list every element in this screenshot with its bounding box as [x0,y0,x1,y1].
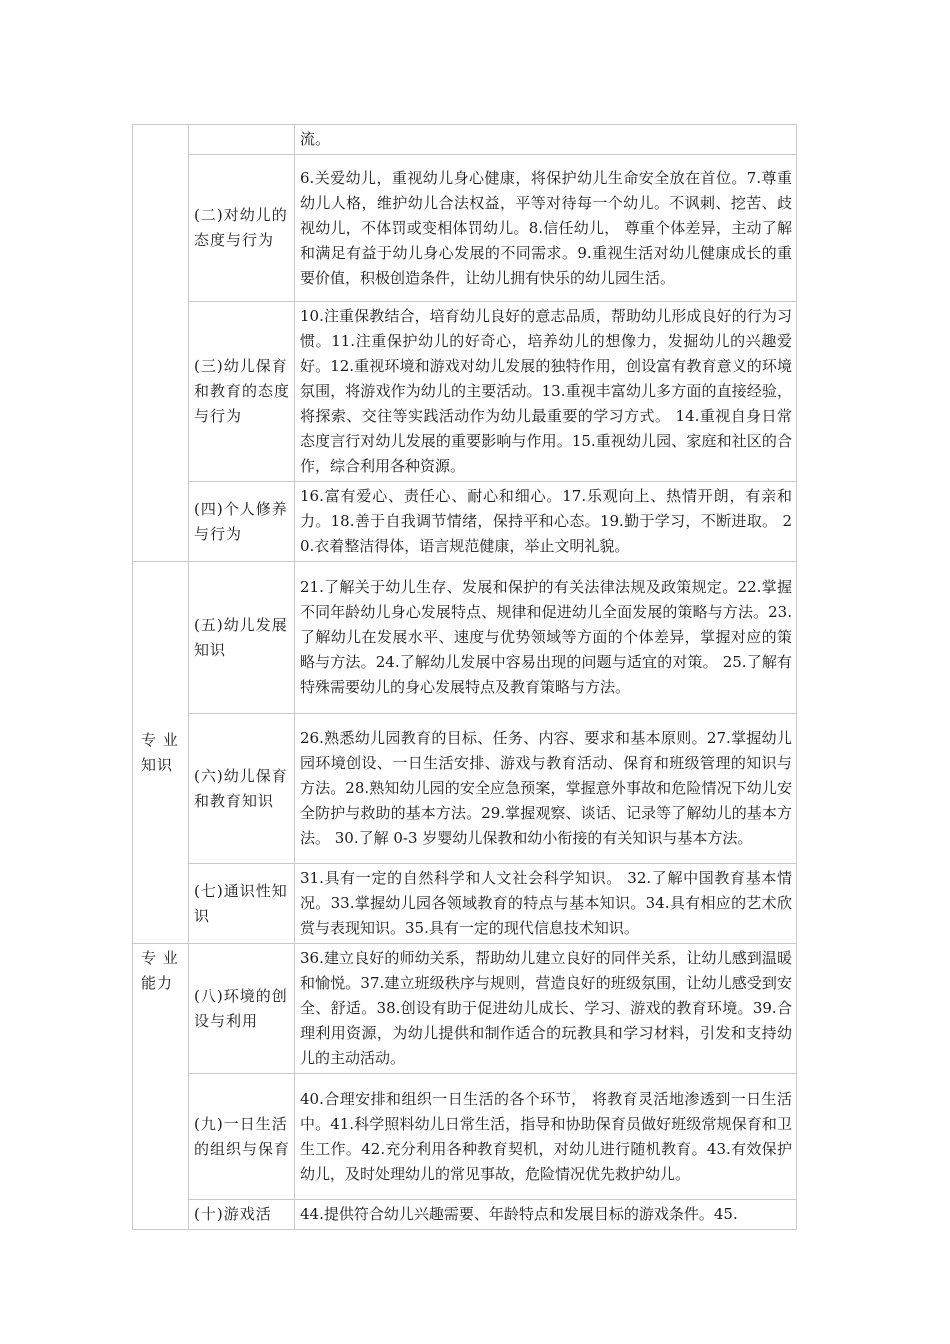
content-cell: 44.提供符合幼儿兴趣需要、年龄特点和发展目标的游戏条件。45. [295,1200,797,1230]
table-row [133,714,797,864]
category-cell-empty [133,125,189,562]
content-cell: 21.了解关于幼儿生存、发展和保护的有关法律法规及政策规定。22.掌握不同年龄幼儿身心发展特点、规律和促进幼儿全面发展的策略与方法。23.了解幼儿在发展水平、速度与优势领域等方面的个体差异，掌握对应的策略与方法。24.了解幼儿发展中容易出现的问题与适宜的对策。 25.了解有特殊需要幼儿的身心发展特点及教育策略与方法。 [295,562,797,714]
category-knowledge: 专 业 知识 [133,562,189,944]
table-row [133,155,797,302]
content-cell: 36.建立良好的师幼关系，帮助幼儿建立良好的同伴关系，让幼儿感到温暖和愉悦。37.建立班级秩序与规则，营造良好的班级氛围，让幼儿感受到安全、舒适。38.创设有助于促进幼儿成长、学习、游戏的教育环境。39.合理利用资源，为幼儿提供和制作适合的玩教具和学习材料，引发和支持幼儿的主动活动。 [295,944,797,1074]
table-row [133,562,797,714]
subcategory-cell: (九)一日生活的组织与保育 [189,1074,295,1200]
subcategory-cell: (四)个人修养与行为 [189,482,295,562]
table-row [133,302,797,482]
content-cell: 6.关爱幼儿，重视幼儿身心健康，将保护幼儿生命安全放在首位。7.尊重幼儿人格，维护幼儿合法权益，平等对待每一个幼儿。不讽刺、挖苦、歧视幼儿，不体罚或变相体罚幼儿。8.信任幼儿， 尊重个体差异，主动了解和满足有益于幼儿身心发展的不同需求。9.重视生活对幼儿健康成长的重要价值，积极创造条件，让幼儿拥有快乐的幼儿园生活。 [295,155,797,302]
table-row [133,125,797,155]
subcategory-cell: (七)通识性知识 [189,864,295,944]
table-row [133,864,797,944]
table-row [133,1074,797,1200]
table-row [133,482,797,562]
subcategory-cell: (十)游戏活 [189,1200,295,1230]
subcategory-cell: (三)幼儿保育和教育的态度与行为 [189,302,295,482]
subcategory-cell: (八)环境的创设与利用 [189,944,295,1074]
content-cell: 26.熟悉幼儿园教育的目标、任务、内容、要求和基本原则。27.掌握幼儿园环境创设、一日生活安排、游戏与教育活动、保育和班级管理的知识与方法。28.熟知幼儿园的安全应急预案，掌握意外事故和危险情况下幼儿安全防护与救助的基本方法。29.掌握观察、谈话、记录等了解幼儿的基本方法。 30.了解 0-3 岁婴幼儿保教和幼小衔接的有关知识与基本方法。 [295,714,797,864]
standards-table [132,124,797,1230]
table-row [133,944,797,1074]
subcategory-cell: (二)对幼儿的态度与行为 [189,155,295,302]
content-cell: 流。 [295,125,797,155]
content-cell: 10.注重保教结合，培育幼儿良好的意志品质，帮助幼儿形成良好的行为习惯。11.注重保护幼儿的好奇心，培养幼儿的想像力，发掘幼儿的兴趣爱好。12.重视环境和游戏对幼儿发展的独特作用，创设富有教育意义的环境氛围，将游戏作为幼儿的主要活动。13.重视丰富幼儿多方面的直接经验，将探索、交往等实践活动作为幼儿最重要的学习方式。 14.重视自身日常态度言行对幼儿发展的重要影响与作用。15.重视幼儿园、家庭和社区的合作，综合利用各种资源。 [295,302,797,482]
content-cell: 16.富有爱心、责任心、耐心和细心。17.乐观向上、热情开朗，有亲和力。18.善于自我调节情绪，保持平和心态。19.勤于学习，不断进取。 20.衣着整洁得体，语言规范健康，举止文明礼貌。 [295,482,797,562]
content-cell: 40.合理安排和组织一日生活的各个环节， 将教育灵活地渗透到一日生活中。41.科学照料幼儿日常生活，指导和协助保育员做好班级常规保育和卫生工作。42.充分利用各种教育契机，对幼儿进行随机教育。43.有效保护幼儿，及时处理幼儿的常见事故，危险情况优先救护幼儿。 [295,1074,797,1200]
category-ability: 专 业 能力 [133,944,189,1230]
table-row [133,1200,797,1230]
subcategory-cell [189,125,295,155]
content-cell: 31.具有一定的自然科学和人文社会科学知识。 32.了解中国教育基本情况。33.掌握幼儿园各领域教育的特点与基本知识。34.具有相应的艺术欣赏与表现知识。35.具有一定的现代信息技术知识。 [295,864,797,944]
subcategory-cell: (五)幼儿发展知识 [189,562,295,714]
subcategory-cell: (六)幼儿保育和教育知识 [189,714,295,864]
